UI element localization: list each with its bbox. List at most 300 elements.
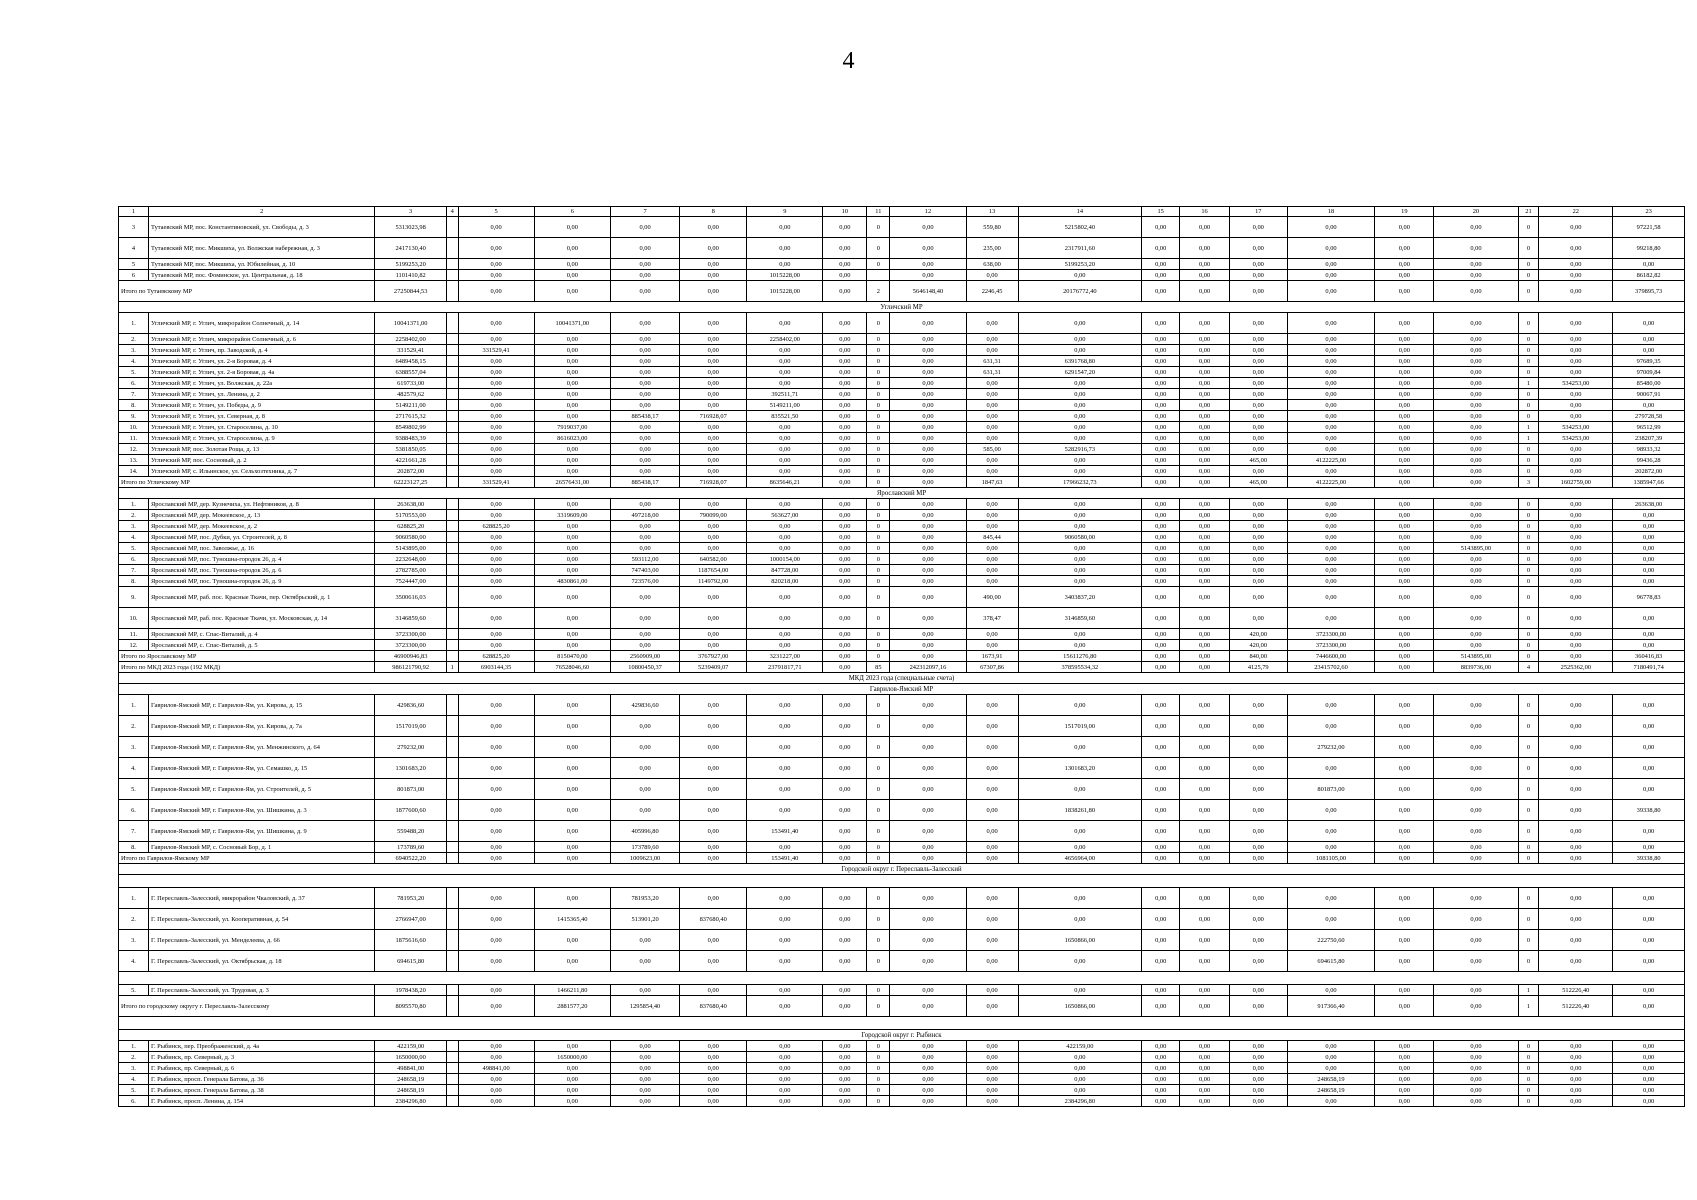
value-cell-19: 0,00 [1375, 238, 1434, 259]
value-cell-20: 0,00 [1434, 433, 1518, 444]
value-cell-20: 0,00 [1434, 444, 1518, 455]
value-cell-16: 0,00 [1180, 608, 1230, 629]
value-cell-14: 20176772,40 [1018, 281, 1142, 302]
value-cell-22: 0,00 [1539, 259, 1613, 270]
value-cell-8: 0,00 [680, 853, 747, 864]
row-number: 3. [119, 345, 149, 356]
value-cell-12: 0,00 [890, 313, 966, 334]
value-cell-3: 173789,60 [375, 842, 447, 853]
value-cell-14: 0,00 [1018, 909, 1142, 930]
value-cell-18: 0,00 [1287, 444, 1375, 455]
value-cell-23: 238207,39 [1613, 433, 1685, 444]
value-cell-19: 0,00 [1375, 313, 1434, 334]
value-cell-13: 0,00 [966, 554, 1018, 565]
value-cell-4 [446, 608, 458, 629]
value-cell-13: 0,00 [966, 521, 1018, 532]
column-number-1: 1 [119, 207, 149, 217]
value-cell-4 [446, 930, 458, 951]
value-cell-23: 0,00 [1613, 543, 1685, 554]
value-cell-15: 0,00 [1142, 378, 1180, 389]
value-cell-9: 0,00 [747, 356, 823, 367]
value-cell-12: 0,00 [890, 1074, 966, 1085]
value-cell-18: 0,00 [1287, 217, 1375, 238]
value-cell-22: 0,00 [1539, 334, 1613, 345]
value-cell-9: 0,00 [747, 433, 823, 444]
section-header-row [119, 1030, 1685, 1041]
value-cell-9: 0,00 [747, 345, 823, 356]
address-cell: Ярославский МР, пос. Туношна-городок 26, д. 9 [149, 576, 375, 587]
value-cell-6: 0,00 [534, 842, 610, 853]
value-cell-12: 0,00 [890, 888, 966, 909]
value-cell-19: 0,00 [1375, 758, 1434, 779]
value-cell-5: 0,00 [458, 334, 534, 345]
value-cell-8: 0,00 [680, 532, 747, 543]
value-cell-9: 0,00 [747, 543, 823, 554]
table-row [119, 576, 1685, 587]
value-cell-18: 0,00 [1287, 313, 1375, 334]
value-cell-9: 0,00 [747, 951, 823, 972]
address-cell: Гаврилов-Ямский МР, г. Гаврилов-Ям, ул. Менжинского, д. 64 [149, 737, 375, 758]
address-cell: Угличский МР, г. Углич, ул. Ленина, д. 2 [149, 389, 375, 400]
value-cell-8: 0,00 [680, 800, 747, 821]
value-cell-14: 9060580,00 [1018, 532, 1142, 543]
row-number: 8. [119, 576, 149, 587]
value-cell-13: 0,00 [966, 576, 1018, 587]
value-cell-13: 0,00 [966, 800, 1018, 821]
row-number: 8. [119, 400, 149, 411]
value-cell-19: 0,00 [1375, 842, 1434, 853]
row-number: 1. [119, 499, 149, 510]
value-cell-14: 0,00 [1018, 313, 1142, 334]
value-cell-7: 0,00 [610, 455, 679, 466]
value-cell-16: 0,00 [1180, 951, 1230, 972]
value-cell-16: 0,00 [1180, 433, 1230, 444]
value-cell-23: 0,00 [1613, 1063, 1685, 1074]
address-cell: Г. Рыбинск, просп. Генерала Батова, д. 38 [149, 1085, 375, 1096]
value-cell-17: 0,00 [1229, 909, 1287, 930]
value-cell-13: 235,00 [966, 238, 1018, 259]
value-cell-16: 0,00 [1180, 853, 1230, 864]
value-cell-5: 0,00 [458, 695, 534, 716]
value-cell-21: 0 [1518, 587, 1539, 608]
value-cell-14: 0,00 [1018, 400, 1142, 411]
value-cell-20: 0,00 [1434, 238, 1518, 259]
table-row [119, 543, 1685, 554]
value-cell-13: 0,00 [966, 629, 1018, 640]
value-cell-16: 0,00 [1180, 345, 1230, 356]
value-cell-13: 0,00 [966, 985, 1018, 996]
value-cell-15: 0,00 [1142, 543, 1180, 554]
value-cell-22: 0,00 [1539, 576, 1613, 587]
value-cell-20: 0,00 [1434, 565, 1518, 576]
value-cell-7: 723576,00 [610, 576, 679, 587]
value-cell-20: 0,00 [1434, 521, 1518, 532]
value-cell-10: 0,00 [823, 1063, 867, 1074]
value-cell-5: 0,00 [458, 1096, 534, 1107]
value-cell-4 [446, 1041, 458, 1052]
value-cell-9: 0,00 [747, 466, 823, 477]
value-cell-14: 1650866,00 [1018, 930, 1142, 951]
value-cell-21: 0 [1518, 1052, 1539, 1063]
value-cell-19: 0,00 [1375, 662, 1434, 673]
value-cell-16: 0,00 [1180, 477, 1230, 488]
value-cell-17: 0,00 [1229, 930, 1287, 951]
value-cell-8: 0,00 [680, 1052, 747, 1063]
value-cell-10: 0,00 [823, 411, 867, 422]
value-cell-5: 0,00 [458, 259, 534, 270]
value-cell-18: 0,00 [1287, 270, 1375, 281]
value-cell-14: 1517019,00 [1018, 716, 1142, 737]
value-cell-22: 0,00 [1539, 521, 1613, 532]
value-cell-22: 534253,00 [1539, 378, 1613, 389]
value-cell-13: 0,00 [966, 345, 1018, 356]
value-cell-5: 0,00 [458, 640, 534, 651]
value-cell-5: 0,00 [458, 543, 534, 554]
value-cell-14: 5199253,20 [1018, 259, 1142, 270]
value-cell-9: 0,00 [747, 888, 823, 909]
value-cell-6: 0,00 [534, 800, 610, 821]
table-row [119, 356, 1685, 367]
value-cell-14: 0,00 [1018, 510, 1142, 521]
value-cell-7: 0,00 [610, 367, 679, 378]
value-cell-18: 0,00 [1287, 576, 1375, 587]
value-cell-6: 0,00 [534, 411, 610, 422]
value-cell-18: 0,00 [1287, 389, 1375, 400]
value-cell-12: 0,00 [890, 1063, 966, 1074]
value-cell-14: 0,00 [1018, 455, 1142, 466]
value-cell-12: 0,00 [890, 1096, 966, 1107]
value-cell-16: 0,00 [1180, 466, 1230, 477]
value-cell-21: 0 [1518, 716, 1539, 737]
value-cell-12: 0,00 [890, 378, 966, 389]
value-cell-17: 465,00 [1229, 455, 1287, 466]
value-cell-21: 3 [1518, 477, 1539, 488]
address-cell: Гаврилов-Ямский МР, г. Гаврилов-Ям, ул. Кирова, д. 7а [149, 716, 375, 737]
value-cell-3: 5143895,00 [375, 543, 447, 554]
value-cell-13: 0,00 [966, 389, 1018, 400]
value-cell-19: 0,00 [1375, 576, 1434, 587]
value-cell-20: 0,00 [1434, 313, 1518, 334]
value-cell-17: 0,00 [1229, 521, 1287, 532]
value-cell-19: 0,00 [1375, 378, 1434, 389]
value-cell-11: 0 [867, 532, 890, 543]
value-cell-8: 0,00 [680, 779, 747, 800]
value-cell-19: 0,00 [1375, 888, 1434, 909]
value-cell-22: 0,00 [1539, 510, 1613, 521]
value-cell-8: 0,00 [680, 444, 747, 455]
value-cell-3: 2232648,00 [375, 554, 447, 565]
value-cell-4 [446, 909, 458, 930]
value-cell-18: 0,00 [1287, 238, 1375, 259]
total-row [119, 477, 1685, 488]
page-number: 4 [842, 48, 855, 74]
value-cell-9: 0,00 [747, 758, 823, 779]
value-cell-13: 0,00 [966, 433, 1018, 444]
section-title: Ярославский МР [119, 488, 1685, 499]
value-cell-12: 0,00 [890, 422, 966, 433]
value-cell-21: 0 [1518, 800, 1539, 821]
value-cell-5: 0,00 [458, 378, 534, 389]
value-cell-15: 0,00 [1142, 842, 1180, 853]
value-cell-20: 0,00 [1434, 259, 1518, 270]
value-cell-22: 0,00 [1539, 1063, 1613, 1074]
value-cell-5: 0,00 [458, 238, 534, 259]
value-cell-5: 0,00 [458, 842, 534, 853]
address-cell: Ярославский МР, дер. Кузнечиха, ул. Нефтяников, д. 8 [149, 499, 375, 510]
value-cell-5: 628825,20 [458, 651, 534, 662]
value-cell-21: 1 [1518, 378, 1539, 389]
value-cell-22: 0,00 [1539, 466, 1613, 477]
value-cell-12: 0,00 [890, 466, 966, 477]
value-cell-11: 0 [867, 554, 890, 565]
value-cell-15: 0,00 [1142, 930, 1180, 951]
value-cell-21: 0 [1518, 521, 1539, 532]
value-cell-15: 0,00 [1142, 521, 1180, 532]
value-cell-10: 0,00 [823, 313, 867, 334]
value-cell-17: 0,00 [1229, 779, 1287, 800]
value-cell-18: 0,00 [1287, 367, 1375, 378]
value-cell-5: 0,00 [458, 716, 534, 737]
value-cell-7: 0,00 [610, 1063, 679, 1074]
section-header-row [119, 302, 1685, 313]
table-row [119, 217, 1685, 238]
value-cell-6: 0,00 [534, 930, 610, 951]
value-cell-10: 0,00 [823, 662, 867, 673]
value-cell-11: 0 [867, 1074, 890, 1085]
value-cell-17: 0,00 [1229, 422, 1287, 433]
value-cell-20: 0,00 [1434, 411, 1518, 422]
value-cell-14: 0,00 [1018, 378, 1142, 389]
value-cell-15: 0,00 [1142, 1063, 1180, 1074]
value-cell-3: 8549802,99 [375, 422, 447, 433]
value-cell-17: 0,00 [1229, 608, 1287, 629]
value-cell-12: 0,00 [890, 356, 966, 367]
value-cell-16: 0,00 [1180, 1096, 1230, 1107]
value-cell-17: 0,00 [1229, 758, 1287, 779]
value-cell-22: 0,00 [1539, 1096, 1613, 1107]
value-cell-12: 0,00 [890, 270, 966, 281]
value-cell-13: 0,00 [966, 909, 1018, 930]
value-cell-10: 0,00 [823, 433, 867, 444]
value-cell-22: 0,00 [1539, 758, 1613, 779]
value-cell-12: 0,00 [890, 433, 966, 444]
value-cell-7: 0,00 [610, 334, 679, 345]
value-cell-16: 0,00 [1180, 985, 1230, 996]
value-cell-20: 5143895,00 [1434, 543, 1518, 554]
value-cell-20: 0,00 [1434, 629, 1518, 640]
value-cell-23: 0,00 [1613, 695, 1685, 716]
value-cell-3: 2417130,40 [375, 238, 447, 259]
value-cell-20: 0,00 [1434, 821, 1518, 842]
value-cell-5: 498841,00 [458, 1063, 534, 1074]
value-cell-7: 0,00 [610, 1096, 679, 1107]
value-cell-8: 716928,07 [680, 411, 747, 422]
value-cell-16: 0,00 [1180, 554, 1230, 565]
value-cell-22: 0,00 [1539, 270, 1613, 281]
value-cell-3: 279232,00 [375, 737, 447, 758]
value-cell-11: 0 [867, 695, 890, 716]
value-cell-17: 0,00 [1229, 1096, 1287, 1107]
value-cell-8: 0,00 [680, 951, 747, 972]
value-cell-6: 0,00 [534, 217, 610, 238]
value-cell-13: 0,00 [966, 695, 1018, 716]
value-cell-17: 4125,79 [1229, 662, 1287, 673]
value-cell-3: 482579,62 [375, 389, 447, 400]
value-cell-21: 4 [1518, 662, 1539, 673]
value-cell-20: 0,00 [1434, 389, 1518, 400]
value-cell-22: 0,00 [1539, 444, 1613, 455]
table-row [119, 1096, 1685, 1107]
value-cell-17: 0,00 [1229, 543, 1287, 554]
value-cell-10: 0,00 [823, 587, 867, 608]
value-cell-4 [446, 565, 458, 576]
value-cell-6: 0,00 [534, 640, 610, 651]
section-header-row [119, 864, 1685, 875]
value-cell-3: 986121790,92 [375, 662, 447, 673]
value-cell-3: 3723300,00 [375, 640, 447, 651]
value-cell-18: 248658,19 [1287, 1074, 1375, 1085]
value-cell-10: 0,00 [823, 455, 867, 466]
value-cell-20: 0,00 [1434, 1085, 1518, 1096]
value-cell-4 [446, 270, 458, 281]
value-cell-12: 0,00 [890, 842, 966, 853]
value-cell-8: 0,00 [680, 608, 747, 629]
value-cell-5: 0,00 [458, 1041, 534, 1052]
value-cell-23: 0,00 [1613, 629, 1685, 640]
value-cell-17: 0,00 [1229, 1041, 1287, 1052]
value-cell-14: 4656964,00 [1018, 853, 1142, 864]
value-cell-6: 0,00 [534, 466, 610, 477]
value-cell-7: 0,00 [610, 758, 679, 779]
value-cell-18: 0,00 [1287, 888, 1375, 909]
value-cell-8: 0,00 [680, 345, 747, 356]
value-cell-9: 835521,50 [747, 411, 823, 422]
value-cell-22: 0,00 [1539, 345, 1613, 356]
value-cell-3: 62223127,25 [375, 477, 447, 488]
value-cell-14: 0,00 [1018, 1074, 1142, 1085]
value-cell-4 [446, 532, 458, 543]
value-cell-23: 0,00 [1613, 640, 1685, 651]
table-row [119, 554, 1685, 565]
value-cell-17: 0,00 [1229, 821, 1287, 842]
value-cell-16: 0,00 [1180, 1041, 1230, 1052]
value-cell-12: 0,00 [890, 985, 966, 996]
row-number: 4. [119, 951, 149, 972]
value-cell-12: 0,00 [890, 389, 966, 400]
value-cell-14: 0,00 [1018, 345, 1142, 356]
value-cell-18: 0,00 [1287, 356, 1375, 367]
value-cell-16: 0,00 [1180, 444, 1230, 455]
value-cell-9: 0,00 [747, 499, 823, 510]
value-cell-17: 0,00 [1229, 853, 1287, 864]
value-cell-17: 0,00 [1229, 985, 1287, 996]
value-cell-4 [446, 378, 458, 389]
row-number: 14. [119, 466, 149, 477]
table-row [119, 466, 1685, 477]
section-header-row [119, 488, 1685, 499]
value-cell-23: 0,00 [1613, 1096, 1685, 1107]
row-number: 12. [119, 640, 149, 651]
value-cell-11: 0 [867, 356, 890, 367]
value-cell-6: 3319609,00 [534, 510, 610, 521]
value-cell-7: 0,00 [610, 737, 679, 758]
value-cell-16: 0,00 [1180, 737, 1230, 758]
value-cell-16: 0,00 [1180, 510, 1230, 521]
value-cell-10: 0,00 [823, 629, 867, 640]
value-cell-18: 0,00 [1287, 433, 1375, 444]
row-number: 4. [119, 532, 149, 543]
value-cell-20: 0,00 [1434, 532, 1518, 543]
value-cell-23: 0,00 [1613, 996, 1685, 1017]
value-cell-19: 0,00 [1375, 217, 1434, 238]
value-cell-4 [446, 334, 458, 345]
value-cell-23: 263638,00 [1613, 499, 1685, 510]
value-cell-17: 0,00 [1229, 400, 1287, 411]
value-cell-12: 0,00 [890, 411, 966, 422]
value-cell-5: 0,00 [458, 433, 534, 444]
address-cell: Гаврилов-Ямский МР, г. Гаврилов-Ям, ул. Семашко, д. 15 [149, 758, 375, 779]
value-cell-6: 0,00 [534, 758, 610, 779]
value-cell-9: 0,00 [747, 587, 823, 608]
value-cell-6: 0,00 [534, 587, 610, 608]
value-cell-12: 0,00 [890, 367, 966, 378]
row-number: 6. [119, 1096, 149, 1107]
total-row [119, 651, 1685, 662]
value-cell-18: 0,00 [1287, 378, 1375, 389]
value-cell-3: 559488,20 [375, 821, 447, 842]
value-cell-15: 0,00 [1142, 217, 1180, 238]
value-cell-9: 0,00 [747, 716, 823, 737]
table-row [119, 334, 1685, 345]
value-cell-11: 0 [867, 1085, 890, 1096]
value-cell-15: 0,00 [1142, 951, 1180, 972]
value-cell-15: 0,00 [1142, 554, 1180, 565]
value-cell-16: 0,00 [1180, 422, 1230, 433]
value-cell-7: 0,00 [610, 608, 679, 629]
value-cell-10: 0,00 [823, 651, 867, 662]
value-cell-11: 0 [867, 985, 890, 996]
value-cell-10: 0,00 [823, 909, 867, 930]
value-cell-21: 0 [1518, 281, 1539, 302]
value-cell-3: 5313023,98 [375, 217, 447, 238]
value-cell-21: 0 [1518, 888, 1539, 909]
value-cell-16: 0,00 [1180, 821, 1230, 842]
table-row [119, 400, 1685, 411]
value-cell-4 [446, 576, 458, 587]
value-cell-4 [446, 640, 458, 651]
value-cell-22: 534253,00 [1539, 433, 1613, 444]
total-row [119, 281, 1685, 302]
value-cell-5: 0,00 [458, 996, 534, 1017]
value-cell-4 [446, 259, 458, 270]
value-cell-11: 0 [867, 313, 890, 334]
value-cell-23: 379895,73 [1613, 281, 1685, 302]
address-cell: Тутаевский МР, пос. Микшиха, ул. Волжская набережная, д. 3 [149, 238, 375, 259]
value-cell-9: 0,00 [747, 444, 823, 455]
value-cell-7: 0,00 [610, 389, 679, 400]
value-cell-21: 0 [1518, 608, 1539, 629]
address-cell: Гаврилов-Ямский МР, г. Гаврилов-Ям, ул. Кирова, д. 15 [149, 695, 375, 716]
address-cell: Гаврилов-Ямский МР, г. Гаврилов-Ям, ул. Шишкина, д. 9 [149, 821, 375, 842]
value-cell-6: 0,00 [534, 1063, 610, 1074]
value-cell-8: 0,00 [680, 587, 747, 608]
value-cell-21: 0 [1518, 466, 1539, 477]
value-cell-6: 0,00 [534, 951, 610, 972]
value-cell-7: 0,00 [610, 1074, 679, 1085]
value-cell-16: 0,00 [1180, 716, 1230, 737]
value-cell-7: 0,00 [610, 444, 679, 455]
value-cell-20: 0,00 [1434, 779, 1518, 800]
